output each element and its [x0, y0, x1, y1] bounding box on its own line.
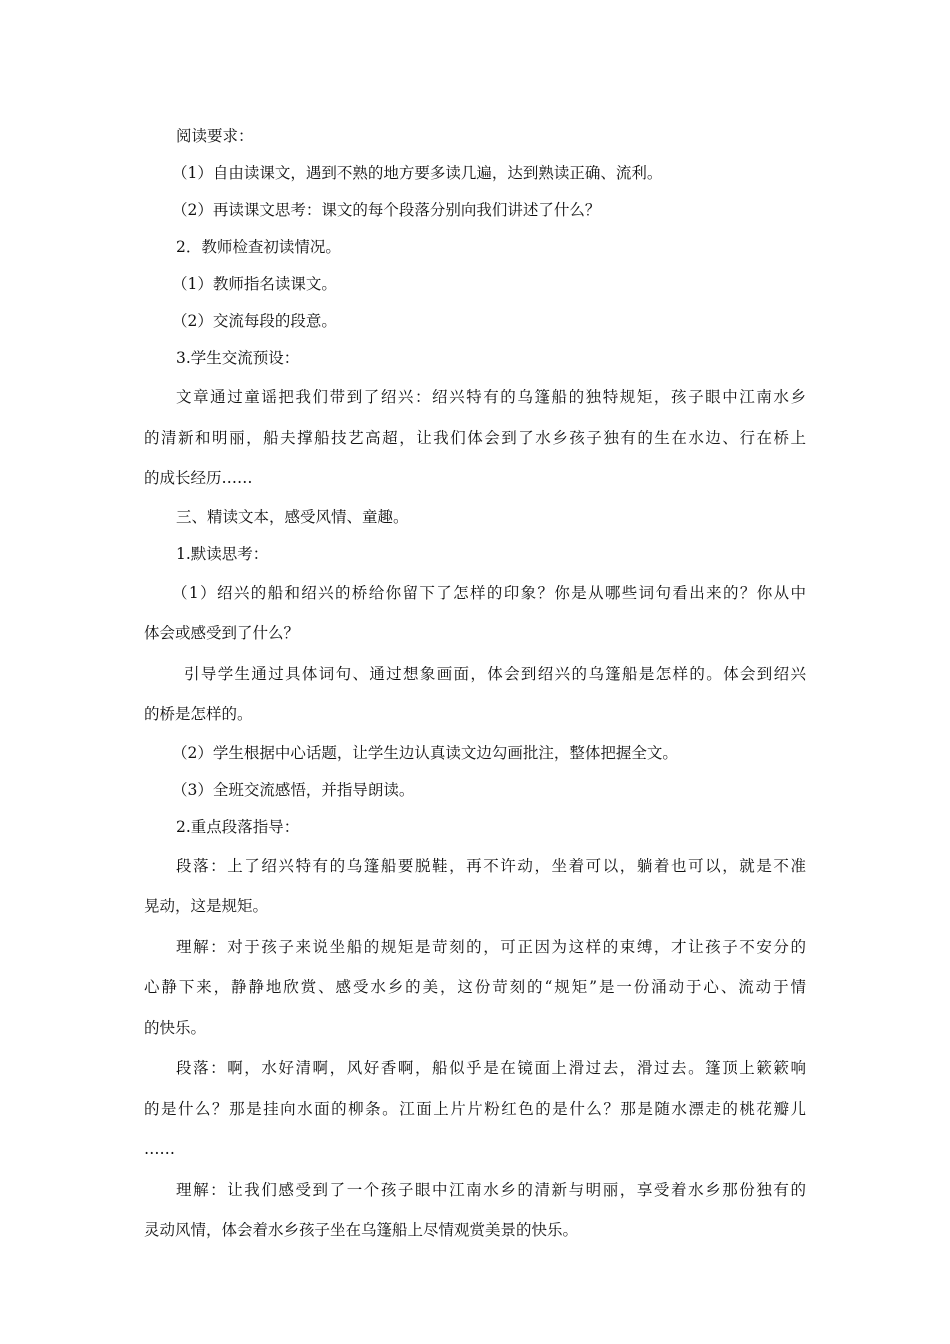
silent-reading-item-2: （2）学生根据中心话题，让学生边认真读文边勾画批注，整体把握全文。: [172, 743, 678, 762]
paragraph-text-line: 的成长经历……: [144, 469, 253, 487]
paragraph-quote-line: 晃动，这是规矩。: [144, 897, 269, 915]
paragraph-quote-line: 段落：上了绍兴特有的乌篷船要脱鞋，再不许动，坐着可以，躺着也可以，就是不准: [176, 856, 806, 875]
step-3-heading: 3.学生交流预设：: [176, 349, 300, 367]
understanding-text-line: 心静下来，静静地欣赏、感受水乡的美，这份苛刻的“规矩”是一份涌动于心、流动于情: [144, 978, 806, 996]
section-3-heading: 三、精读文本，感受风情、童趣。: [176, 507, 409, 526]
paragraph-text-line: 文章通过童谣把我们带到了绍兴：绍兴特有的乌篷船的独特规矩，孩子眼中江南水乡: [176, 388, 806, 406]
guidance-text-line: 引导学生通过具体词句、通过想象画面，体会到绍兴的乌篷船是怎样的。体会到绍兴: [184, 664, 806, 683]
requirement-item-2: （2）再读课文思考：课文的每个段落分别向我们讲述了什么？: [172, 201, 601, 219]
understanding-text-line: 灵动风情，体会着水乡孩子坐在乌篷船上尽情观赏美景的快乐。: [144, 1221, 579, 1239]
question-text-line: 体会或感受到了什么？: [144, 624, 300, 642]
step-2-heading: 2．教师检查初读情况。: [176, 238, 341, 256]
paragraph-text-line: 的清新和明丽，船夫撑船技艺高超，让我们体会到了水乡孩子独有的生在水边、行在桥上: [144, 428, 806, 447]
paragraph-quote-line: 段落：啊，水好清啊，风好香啊，船似乎是在镜面上滑过去，滑过去。篷顶上簌簌响: [176, 1059, 806, 1077]
requirement-item-1: （1）自由读课文，遇到不熟的地方要多读几遍，达到熟读正确、流利。: [172, 164, 663, 182]
understanding-text-line: 理解：让我们感受到了一个孩子眼中江南水乡的清新与明丽，享受着水乡那份独有的: [176, 1180, 806, 1199]
guidance-text-line: 的桥是怎样的。: [144, 705, 253, 723]
reading-requirements-heading: 阅读要求：: [176, 127, 254, 145]
step-2-item-2: （2）交流每段的段意。: [172, 312, 337, 330]
question-text-line: （1）绍兴的船和绍兴的桥给你留下了怎样的印象？你是从哪些词句看出来的？你从中: [172, 583, 806, 602]
silent-reading-item-3: （3）全班交流感悟，并指导朗读。: [172, 780, 415, 799]
paragraph-quote-line: 的是什么？那是挂向水面的柳条。江面上片片粉红色的是什么？那是随水漂走的桃花瓣儿: [144, 1099, 806, 1118]
paragraph-quote-line: ……: [144, 1140, 175, 1158]
silent-reading-heading: 1.默读思考：: [176, 544, 269, 563]
understanding-text-line: 理解：对于孩子来说坐船的规矩是苛刻的，可正因为这样的束缚，才让孩子不安分的: [176, 937, 806, 956]
understanding-text-line: 的快乐。: [144, 1018, 207, 1037]
document-body: [144, 118, 806, 1251]
key-paragraph-heading: 2.重点段落指导：: [176, 817, 300, 836]
step-2-item-1: （1）教师指名读课文。: [172, 275, 337, 293]
